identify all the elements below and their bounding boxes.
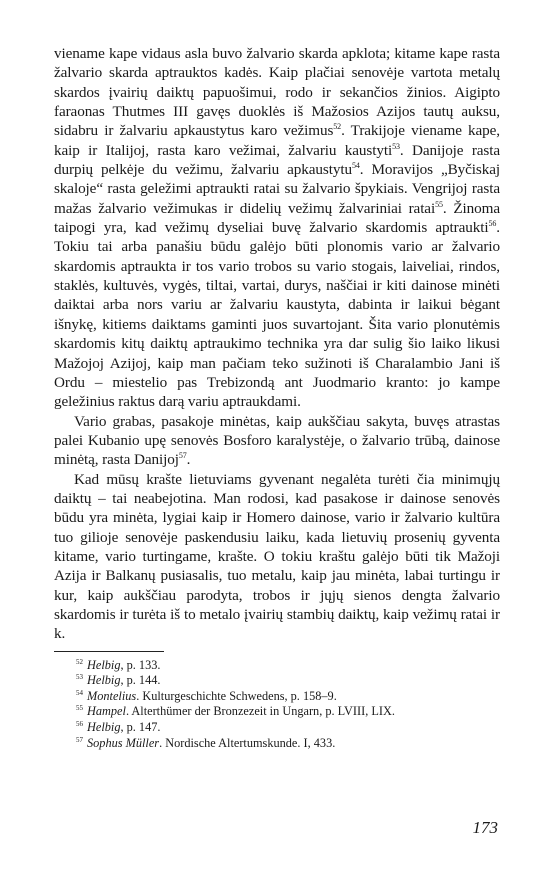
footnote — [76, 720, 500, 736]
footnote-ref: 55 — [435, 199, 443, 209]
footnote-number: 56 — [76, 720, 83, 729]
footnote-ref: 57 — [178, 451, 187, 461]
paragraph — [54, 412, 500, 470]
page-number: 173 — [472, 818, 498, 837]
footnote-number: 55 — [76, 704, 83, 713]
footnote-citation: , p. 147. — [120, 720, 161, 735]
footnote-citation: . Nordische Altertumskunde. I, 433. — [159, 735, 336, 750]
footnote-ref: 52 — [333, 122, 342, 132]
paragraph-text: Kad mūsų krašte lietuviams gyvenant negalėta turėti čia minimųjų daiktų – tai neabejotina. Man rodosi, kad pasakose ir dainose senovės būdu yra minėta, lygiai kaip ir Homero dainose, vario ir žalvario kultūra tuo gilioje senovėje paskendusiu laiku, kada lietuvių prosenių gyventa kitame, vario turtingame, krašte. O tokiu kraštu galėjo būti tik Mažoji Azija ir Balkanų pusiasalis, tuo metalu, kaip jau minėta, labai turtingu ir kur, kaip aukščiau parodyta, trobos ir jųjų sienos dengta žalvario skardomis ir turėta iš to metalo įvairių stambių daiktų, kaip vežimų ratai ir k. — [54, 470, 500, 643]
paragraph — [54, 470, 500, 644]
footnote-ref: 53 — [392, 141, 400, 151]
body-text — [54, 44, 500, 644]
paragraph-text: . Moravijos „Byčiskaj skaloje“ rasta geležimi aptraukti ratai su žalvario špykiais. Vengrijoj rasta mažas žalvario vežimukas ir didelių vežimų žalvariniai ratai — [54, 161, 500, 217]
footnote — [76, 736, 500, 752]
footnote-ref: 54 — [351, 161, 360, 171]
paragraph — [54, 44, 500, 412]
footnote-number: 53 — [76, 673, 83, 682]
paragraph-text: viename kape vidaus asla buvo žalvario skarda apklota; kitame kape rasta žalvario skarda aptrauktos kadės. Kaip plačiai senovėje vartota metalų skardos įvairių daiktų papuošimui, rodo ir sekančios žinios. Aigipto faraonas Thutmes III gavęs duoklės iš Mažosios Azijos tautų auksu, sidabru ir žalvariu apkaustytus karo vežimus — [54, 45, 500, 140]
footnote-divider — [54, 651, 164, 652]
footnote-author: Helbig — [87, 720, 121, 735]
footnote-author: Helbig — [87, 673, 121, 688]
footnote-number: 54 — [76, 688, 83, 697]
paragraph-text: . Trakijoje viename kape, kaip ir Italijoj, rasta karo vežimai, žalvariu kaustyti — [54, 122, 500, 159]
footnotes — [76, 658, 500, 752]
footnote-ref: 56 — [488, 219, 497, 229]
footnote-citation: . Alterthümer der Bronzezeit in Ungarn, p. LVIII, LIX. — [125, 704, 395, 719]
paragraph-text: . Danijoje rasta durpių pelkėje du vežimu, žalvariu apkaustytu — [54, 141, 500, 179]
paragraph-text: . Tokiu tai arba panašiu būdu galėjo būti plonomis vario ar žalvario skardomis aptraukta ir tos vario trobos su vario stogais, laiveliai, rindos, staklės, kultuvės, vygės, tiltai, vartai, durys, naščiai ir kiti dainose minėti daiktai arba nors variu ar žalvariu kaustyta, dabinta ir laikui bėgant išnykę, kitiems daiktams gaminti juos suvartojant. Šita vario plonutėmis skardomis kitų daiktų aptraukimo technika yra dar sulig šio laiko likusi Mažojoj Azijoj, kaip man pačiam teko sužinoti iš Charalambio Jani iš Ordu – miestelio pas Trebizondą ant Juodmario kranto: jo kampe geležinius raktus darą variu aptraukdami. — [54, 219, 500, 411]
footnote — [76, 704, 500, 720]
footnote-author: Sophus Müller — [87, 735, 160, 750]
footnote-citation: . Kulturgeschichte Schwedens, p. 158–9. — [136, 688, 337, 703]
paragraph-text: Vario grabas, pasakoje minėtas, kaip aukščiau sakyta, buvęs atrastas palei Kubanio upę senovės Bosforo karalystėje, o žalvario trūbą, dainose minėtą, rasta Danijoj — [54, 412, 500, 469]
footnote-number: 52 — [76, 657, 83, 666]
footnote — [76, 673, 500, 689]
footnote-citation: , p. 144. — [120, 673, 161, 688]
footnote-number: 57 — [76, 735, 83, 744]
footnote-author: Helbig — [87, 657, 121, 672]
paragraph-text: . — [186, 451, 191, 469]
footnote — [76, 658, 500, 674]
footnote-citation: , p. 133. — [120, 657, 161, 672]
footnote-author: Montelius — [87, 688, 137, 703]
footnote — [76, 689, 500, 705]
paragraph-text: . Žinoma taipogi yra, kad vežimų dyseliai buvę žalvario skardomis aptraukti — [54, 199, 500, 237]
page-body — [54, 44, 500, 751]
footnote-author: Hampel — [87, 704, 126, 719]
